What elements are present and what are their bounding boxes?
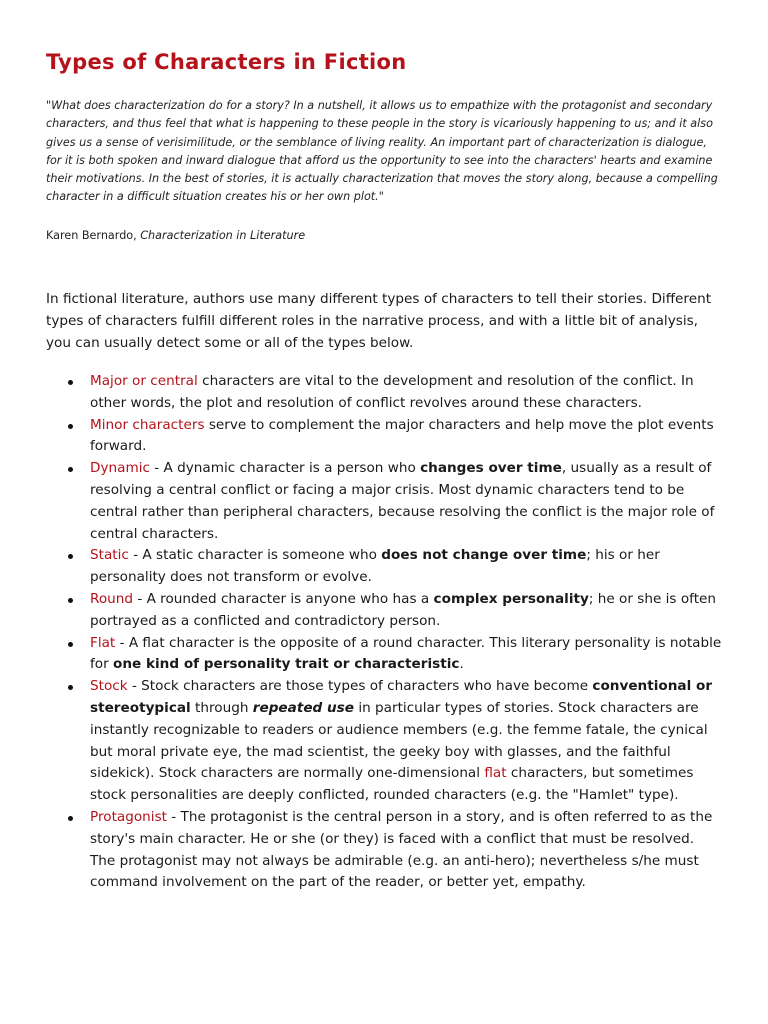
intro-paragraph: In fictional literature, authors use many different types of characters to tell their stories. Different types of characters fulfill different roles in the narrative process, and with a little bit of analysis, you can usually detect some or all of the types below. (46, 291, 712, 351)
desc-dynamic-1: - A dynamic character is a person who (149, 460, 421, 477)
epigraph-quote: "What does characterization do for a story? In a nutshell, it allows us to empathize with the protagonist and secondary characters, and thus feel that what is happening to these people in the story is vicariously happening to us; and it also gives us a sense of verisimilitude, or the semblance of living reality. An important part of characterization is dialogue, for it is both spoken and inward dialogue that afford us the opportunity to see into the characters' hearts and examine their motivations. In the best of stories, it is actually characterization that moves the story along, because a compelling character in a difficult situation creates his or her own plot." (46, 99, 718, 204)
term-dynamic: Dynamic (90, 460, 150, 477)
attribution-author: Karen Bernardo, (46, 229, 141, 242)
link-flat[interactable]: flat (484, 765, 507, 782)
desc-stock-3: in particular types of stories. Stock characters are instantly recognizable to readers or audience members (e.g. the femme fatale, the cynical but moral private eye, the mad scientist, the geeky boy with glasses, and the faithful sidekick). Stock characters are normally one-dimensional (90, 699, 708, 782)
keyword-stock-1: conventional or stereotypical (90, 678, 713, 716)
desc-static-1: - A static character is someone who (128, 547, 382, 564)
desc-round-1: - A rounded character is anyone who has a (133, 590, 434, 607)
page-title: Types of Characters in Fiction (46, 50, 407, 74)
list-item-round (90, 589, 722, 633)
desc-flat-1: - A flat character is the opposite of a round character. This literary personality is notable for (90, 634, 722, 673)
keyword-flat: one kind of personality trait or characteristic (113, 656, 460, 673)
desc-stock-4: characters, but sometimes stock personalities are deeply conflicted, rounded characters (e.g. the "Hamlet" type). (90, 765, 694, 804)
term-major: Major or central (90, 373, 198, 389)
term-stock: Stock (90, 678, 128, 695)
keyword-stock-2: repeated use (252, 699, 354, 716)
character-types-list (46, 371, 722, 894)
keyword-dynamic: changes over time (420, 460, 562, 477)
desc-major: characters are vital to the development and resolution of the conflict. In other words, the plot and resolution of conflict revolves around these characters. (90, 373, 694, 411)
desc-round-2: ; he or she is often portrayed as a conflicted and contradictory person. (90, 590, 717, 629)
term-flat: Flat (90, 634, 116, 651)
list-item-protagonist (90, 807, 722, 894)
list-item-flat (90, 633, 722, 677)
term-round: Round (90, 590, 134, 607)
term-protagonist: Protagonist (90, 808, 167, 825)
term-static: Static (90, 547, 129, 564)
desc-minor: serve to complement the major characters and help move the plot events forward. (90, 416, 714, 455)
list-item-stock (90, 676, 722, 807)
term-minor: Minor characters (90, 416, 205, 433)
desc-protagonist: - The protagonist is the central person in a story, and is often referred to as the story's main character. He or she (or they) is faced with a conflict that must be resolved. The protagonist may not always be admirable (e.g. an anti-hero); nevertheless s/he must command involvement on the part of the reader, or better yet, empathy. (90, 808, 713, 891)
desc-flat-2: . (459, 656, 464, 673)
desc-static-2: ; his or her personality does not transform or evolve. (90, 547, 660, 586)
desc-dynamic-2: , usually as a result of resolving a central conflict or facing a major crisis. Most dynamic characters tend to be central rather than peripheral characters, because resolving the conflict is the major role of central characters. (90, 460, 715, 542)
list-item-major (90, 371, 722, 415)
keyword-round: complex personality (433, 590, 589, 607)
list-item-minor (90, 415, 722, 459)
desc-stock-1: - Stock characters are those types of characters who have become (127, 678, 593, 695)
list-item-dynamic (90, 458, 722, 545)
quote-attribution (46, 227, 722, 245)
keyword-static: does not change over time (381, 547, 587, 564)
desc-stock-2: through (190, 699, 253, 716)
attribution-work: Characterization in Literature (140, 229, 306, 242)
list-item-static (90, 545, 722, 589)
